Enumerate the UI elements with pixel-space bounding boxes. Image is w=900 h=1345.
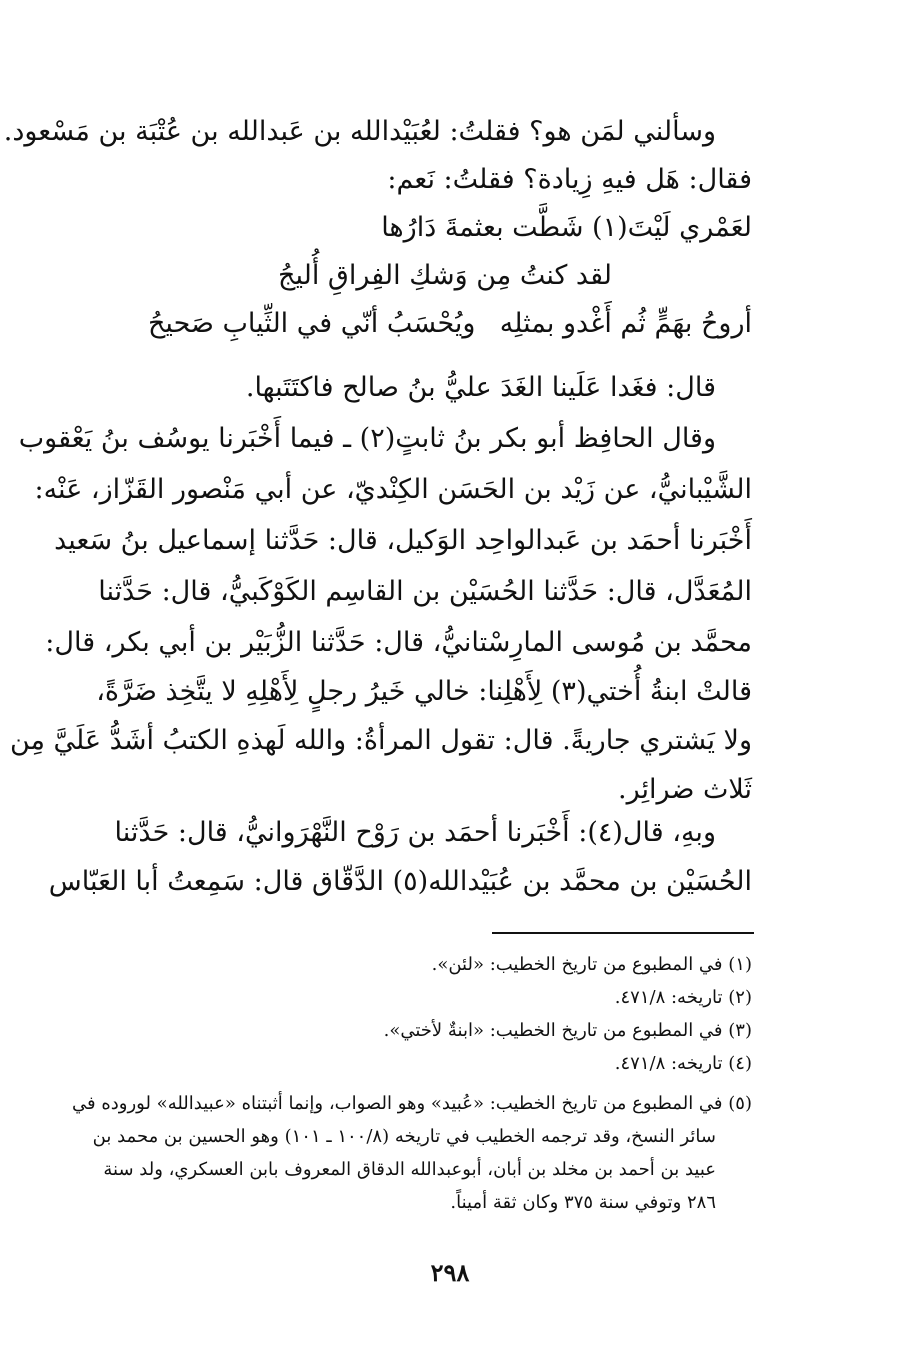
footnote-text: تاريخه: ٤٧١/٨.: [614, 987, 723, 1008]
text-line: فقال: هَل فيهِ زِيادة؟ فقلتُ: نَعم:: [387, 164, 752, 195]
verse-hemistich-left: ويُحْسَبُ أنّي في الثِّيابِ صَحيحُ: [148, 308, 476, 339]
footnote-text: في المطبوع من تاريخ الخطيب: «ابنةٌ لأختي».: [383, 1020, 723, 1041]
text-line: أَخْبَرنا أحمَد بن عَبدالواحِد الوَكيل، قال: حَدَّثنا إسماعيل بنُ سَعيد: [54, 525, 752, 556]
footnote-continuation: ٢٨٦ وتوفي سنة ٣٧٥ وكان ثقة أميناً.: [450, 1192, 716, 1213]
text-line: ولا يَشتري جاريةً. قال: تقول المرأةُ: والله لَهذهِ الكتبُ أشَدُّ عَلَيَّ مِن: [9, 725, 752, 756]
footnote-number: (١): [728, 954, 752, 975]
page-number: ٢٩٨: [430, 1258, 470, 1287]
text-line: وبهِ، قال(٤): أَخْبَرنا أحمَد بن رَوْح النَّهْرَوانيُّ، قال: حَدَّثنا: [114, 817, 716, 848]
verse-hemistich-right: أروحُ بهَمٍّ ثُم أَغْدو بمثلِه: [499, 308, 752, 339]
footnote-continuation: عبيد بن أحمد بن مخلد بن أبان، أبوعبدالله الدقاق المعروف بابن العسكري، ولد سنة: [103, 1159, 716, 1180]
text-line: وقال الحافِظ أبو بكر بنُ ثابتٍ(٢) ـ فيما أَخْبَرنا يوسُف بنُ يَعْقوب: [18, 423, 716, 454]
footnote-number: (٣): [728, 1020, 752, 1041]
footnote-number: (٤): [728, 1053, 752, 1074]
verse-hemistich: لقد كنتُ مِن وَشكِ الفِراقِ أُليجُ: [278, 260, 612, 291]
text-line: ثَلاث ضرائِر.: [618, 774, 752, 805]
footnote-text: تاريخه: ٤٧١/٨.: [614, 1053, 723, 1074]
footnote: [432, 950, 752, 980]
text-line: قالتْ ابنةُ أُختي(٣) لِأَهْلِنا: خالي خَيرُ رجلٍ لِأَهْلِهِ لا يتَّخِذ ضَرَّةً،: [96, 676, 752, 707]
footnote: [72, 1089, 752, 1119]
footnote-number: (٥): [728, 1093, 752, 1114]
footnote: [384, 1016, 752, 1046]
text-line: الحُسَيْن بن محمَّد بن عُبَيْدالله(٥) الدَّقّاق قال: سَمِعتُ أبا العَبّاس: [48, 866, 752, 897]
text-line: وسألني لمَن هو؟ فقلتُ: لعُبَيْدالله بن عَبدالله بن عُتْبَة بن مَسْعود.: [3, 116, 716, 147]
footnote-continuation: سائر النسخ، وقد ترجمه الخطيب في تاريخه (١٠٠/٨ ـ ١٠١) وهو الحسين بن محمد بن: [92, 1126, 716, 1147]
text-line: الشَّيْبانيُّ، عن زَيْد بن الحَسَن الكِنْديّ، عن أبي مَنْصور القَزّاز، عَنْه:: [34, 474, 752, 505]
footnote: [615, 983, 752, 1013]
text-line: قال: فغَدا عَلَينا الغَدَ عليُّ بنُ صالح فاكتَتَبها.: [245, 372, 716, 403]
footnote-number: (٢): [728, 987, 752, 1008]
text-line: محمَّد بن مُوسى المارِسْتانيُّ، قال: حَدَّثنا الزُّبَيْر بن أبي بكر، قال:: [45, 627, 752, 658]
footnote-text: في المطبوع من تاريخ الخطيب: «عُبيد» وهو الصواب، وإنما أثبتناه «عبيدالله» لوروده في: [72, 1093, 723, 1114]
footnote: [615, 1049, 752, 1079]
footnote-text: في المطبوع من تاريخ الخطيب: «لئن».: [431, 954, 723, 975]
text-line: لعَمْري لَيْتَ(١) شَطَّت بعثمةَ دَارُها: [381, 212, 752, 243]
text-line: المُعَدَّل، قال: حَدَّثنا الحُسَيْن بن القاسِم الكَوْكَبيُّ، قال: حَدَّثنا: [98, 576, 752, 607]
footnote-separator: [492, 932, 754, 934]
